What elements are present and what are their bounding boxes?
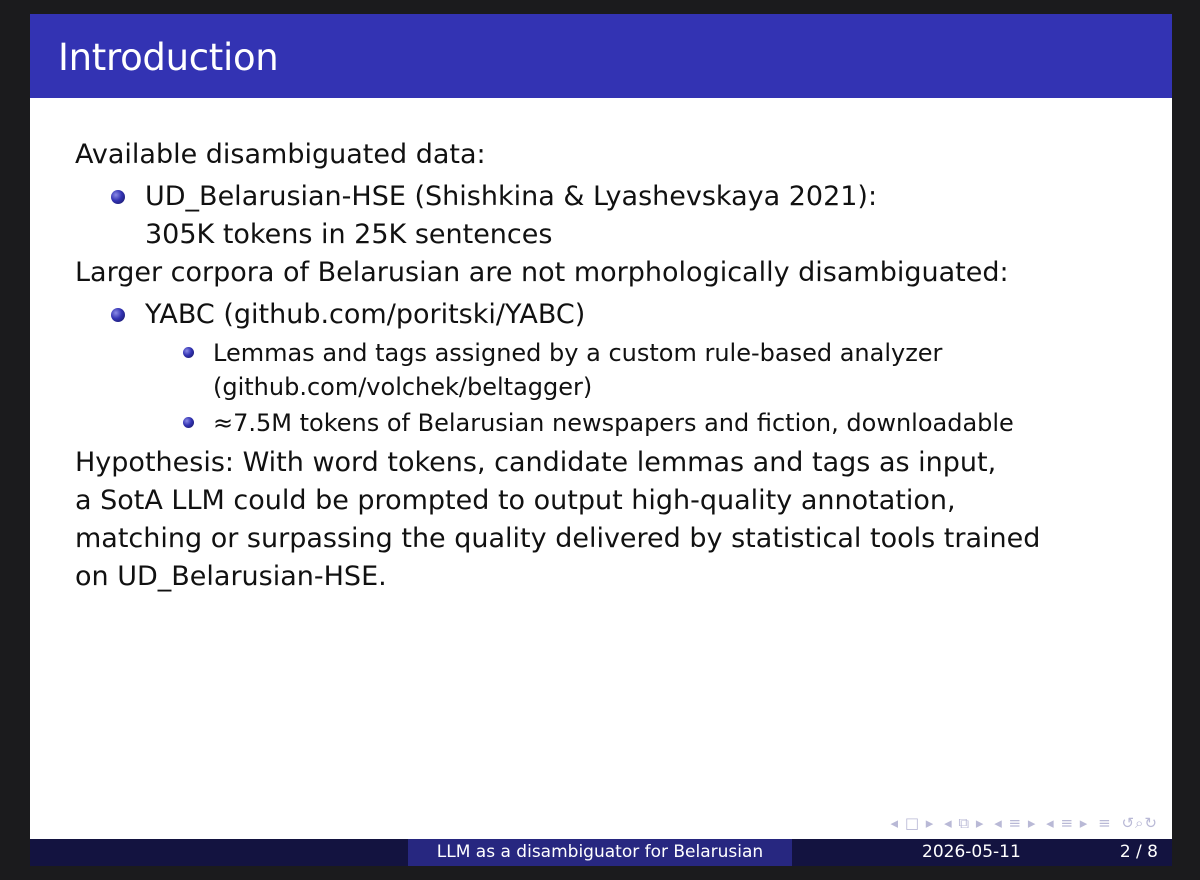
bullet-ud-belarusian (145, 178, 1155, 254)
paragraph-larger-corpora: Larger corpora of Belarusian are not morphologically disambiguated: (75, 257, 1009, 288)
beamer-navigation-bar (887, 814, 1158, 832)
footer-left-block (30, 839, 408, 866)
bullet-text-line: YABC (github.com/poritski/YABC) (145, 299, 586, 330)
sub-bullet-lemmas (213, 336, 1155, 404)
slide-content (75, 136, 1155, 596)
hypothesis-line: Hypothesis: With word tokens, candidate lemmas and tags as input, (75, 447, 997, 478)
paragraph-available-data: Available disambiguated data: (75, 139, 486, 170)
subsection-nav-icon[interactable]: ◂ ⧉ ▸ (944, 814, 985, 832)
footer-page-number: 2 / 8 (1119, 842, 1158, 862)
bullet-icon (111, 308, 125, 322)
footer-date: 2026-05-11 (922, 842, 1021, 862)
slide-title: Introduction (58, 36, 279, 79)
hypothesis-line: on UD_Belarusian-HSE. (75, 561, 387, 592)
footer-short-title: LLM as a disambiguator for Belarusian (408, 839, 792, 866)
hypothesis-paragraph (75, 444, 1155, 596)
document-nav-icon[interactable]: ◂ ≡ ▸ (1046, 814, 1089, 832)
hypothesis-line: a SotA LLM could be prompted to output high-quality annotation, (75, 485, 956, 516)
frame-nav-icon[interactable]: ◂ □ ▸ (890, 814, 935, 832)
hypothesis-line: matching or surpassing the quality delivered by statistical tools trained (75, 523, 1041, 554)
bullet-icon (111, 190, 125, 204)
sub-bullet-icon (183, 347, 194, 358)
footer-bar (30, 839, 1172, 866)
bullet-text-line: 305K tokens in 25K sentences (145, 219, 553, 250)
slide (30, 14, 1172, 866)
search-icon[interactable]: ↺⌕↻ (1121, 814, 1158, 832)
sub-bullet-tokens (213, 406, 1155, 440)
footer-right-block (792, 839, 1172, 866)
bullet-yabc (145, 296, 1155, 334)
bullet-text-line: UD_Belarusian-HSE (Shishkina & Lyashevskaya 2021): (145, 181, 878, 212)
sub-bullet-text-line: ≈7.5M tokens of Belarusian newspapers and fiction, downloadable (213, 409, 1014, 437)
frame-title-bar (30, 14, 1172, 98)
sub-bullet-text-line: (github.com/volchek/beltagger) (213, 373, 593, 401)
section-nav-icon[interactable]: ◂ ≡ ▸ (994, 814, 1037, 832)
align-icon[interactable]: ≡ (1098, 814, 1112, 832)
sub-bullet-text-line: Lemmas and tags assigned by a custom rule-based analyzer (213, 339, 943, 367)
sub-bullet-icon (183, 417, 194, 428)
